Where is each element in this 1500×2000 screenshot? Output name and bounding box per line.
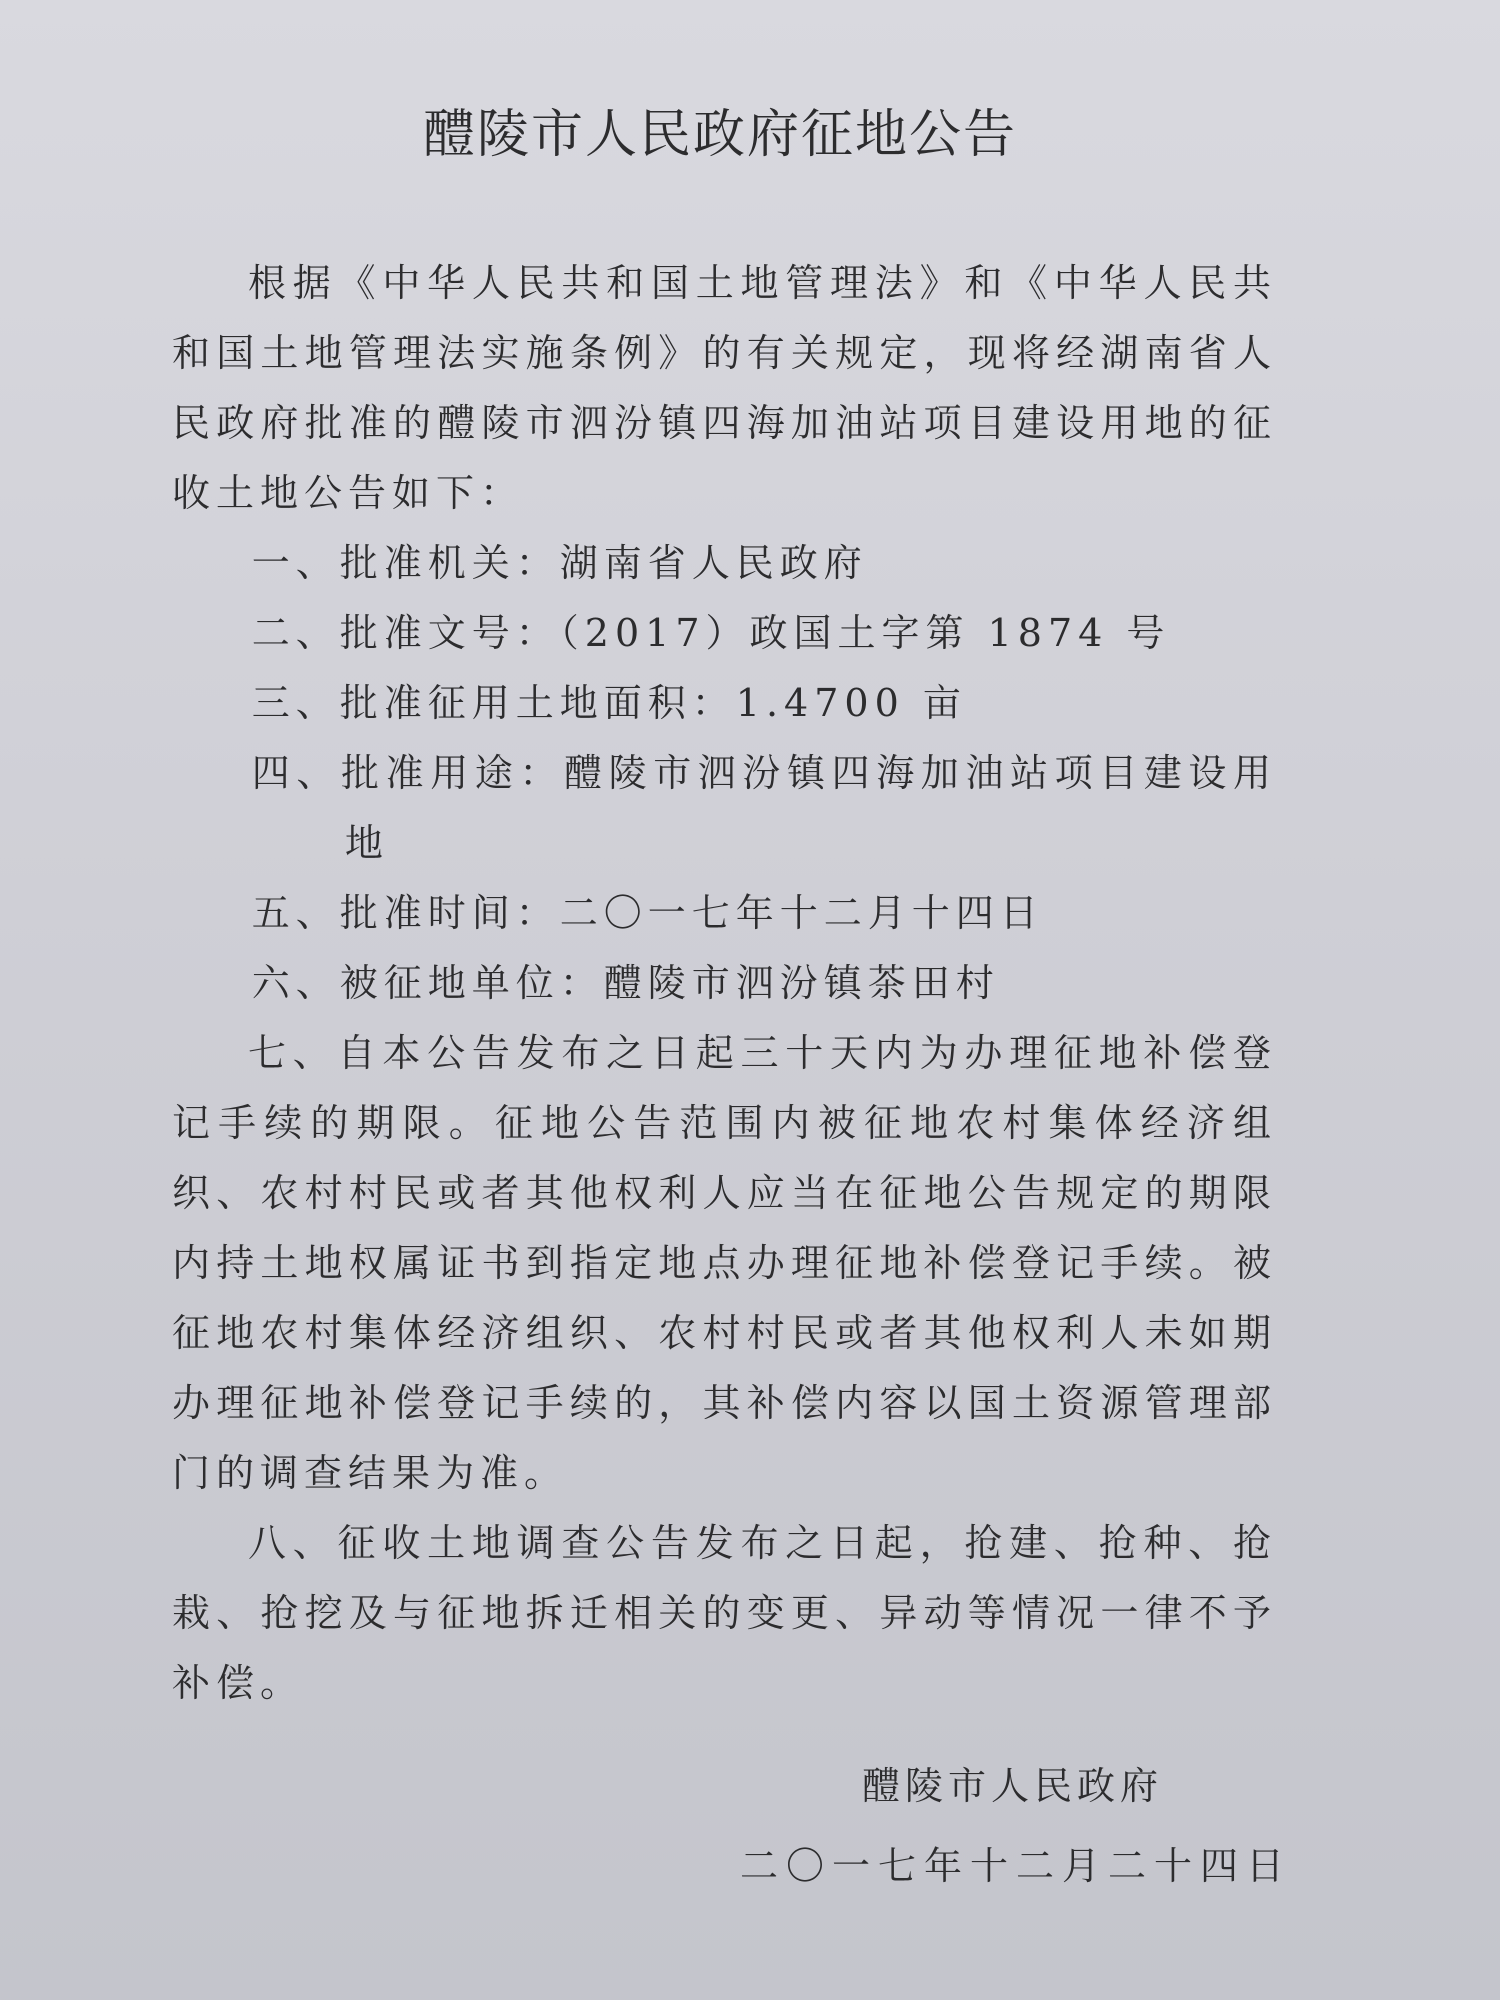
item-approved-use: 四、批准用途：醴陵市泗汾镇四海加油站项目建设用地 [251, 751, 1277, 865]
item-approval-number: 二、批准文号：（2017）政国土字第 1874 号 [251, 611, 1171, 655]
item-approving-authority: 一、批准机关：湖南省人民政府 [251, 541, 868, 585]
signature-date: 二〇一七年十二月二十四日 [740, 1844, 1293, 1888]
item-no-compensation: 八、征收土地调查公告发布之日起，抢建、抢种、抢栽、抢挖及与征地拆迁相关的变更、异动等情况一律不予补偿。 [172, 1521, 1277, 1705]
item-registration-period: 七、自本公告发布之日起三十天内为办理征地补偿登记手续的期限。征地公告范围内被征地农村集体经济组织、农村村民或者其他权利人应当在征地公告规定的期限内持土地权属证书到指定地点办理征地补偿登记手续。被征地农村集体经济组织、农村村民或者其他权利人未如期办理征地补偿登记手续的，其补偿内容以国土资源管理部门的调查结果为准。 [172, 1031, 1277, 1495]
document-title: 醴陵市人民政府征地公告 [422, 105, 1017, 165]
item-approval-date: 五、批准时间：二〇一七年十二月十四日 [251, 891, 1044, 935]
item-land-area: 三、批准征用土地面积：1.4700 亩 [251, 681, 967, 725]
signature-issuer: 醴陵市人民政府 [862, 1764, 1164, 1808]
document-body [172, 248, 1277, 1718]
intro-paragraph: 根据《中华人民共和国土地管理法》和《中华人民共和国土地管理法实施条例》的有关规定，现将经湖南省人民政府批准的醴陵市泗汾镇四海加油站项目建设用地的征收土地公告如下： [172, 261, 1277, 515]
item-affected-unit: 六、被征地单位：醴陵市泗汾镇茶田村 [251, 961, 1000, 1005]
